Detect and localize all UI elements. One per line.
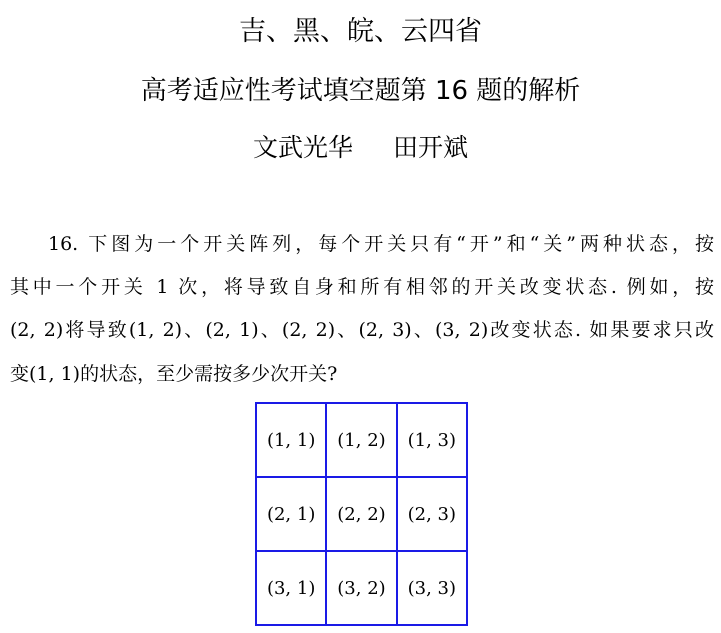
authors <box>0 128 721 168</box>
grid-row <box>256 551 467 625</box>
grid-cell: (2, 3) <box>397 477 467 551</box>
switch-grid <box>255 402 468 626</box>
grid-cell: (3, 2) <box>326 551 396 625</box>
author-2: 田开斌 <box>393 133 469 162</box>
grid-cell: (1, 3) <box>397 403 467 477</box>
problem-text-line-1: 16. 下图为一个开关阵列，每个开关只有“开”和“关”两种状态，按 <box>48 233 714 255</box>
grid-cell: (2, 1) <box>256 477 326 551</box>
grid-cell: (3, 3) <box>397 551 467 625</box>
problem-text-line-3: (2, 2)将导致(1, 2)、(2, 1)、(2, 2)、(2, 3)、(3, 2)改变状态. 如果要求只改 <box>10 319 714 341</box>
grid-cell: (1, 1) <box>256 403 326 477</box>
grid-row <box>256 403 467 477</box>
author-1: 文武光华 <box>252 133 353 162</box>
grid-cell: (1, 2) <box>326 403 396 477</box>
grid-row <box>256 477 467 551</box>
grid-cell: (2, 2) <box>326 477 396 551</box>
problem-text-line-4: 变(1, 1)的状态，至少需按多少次开关? <box>10 363 338 385</box>
page-title-line-2: 高考适应性考试填空题第 16 题的解析 <box>140 76 581 106</box>
grid-cell: (3, 1) <box>256 551 326 625</box>
problem-text-line-2: 其中一个开关 1 次，将导致自身和所有相邻的开关改变状态. 例如，按 <box>10 276 714 298</box>
page-title-line-1: 吉、黑、皖、云四省 <box>239 16 482 47</box>
